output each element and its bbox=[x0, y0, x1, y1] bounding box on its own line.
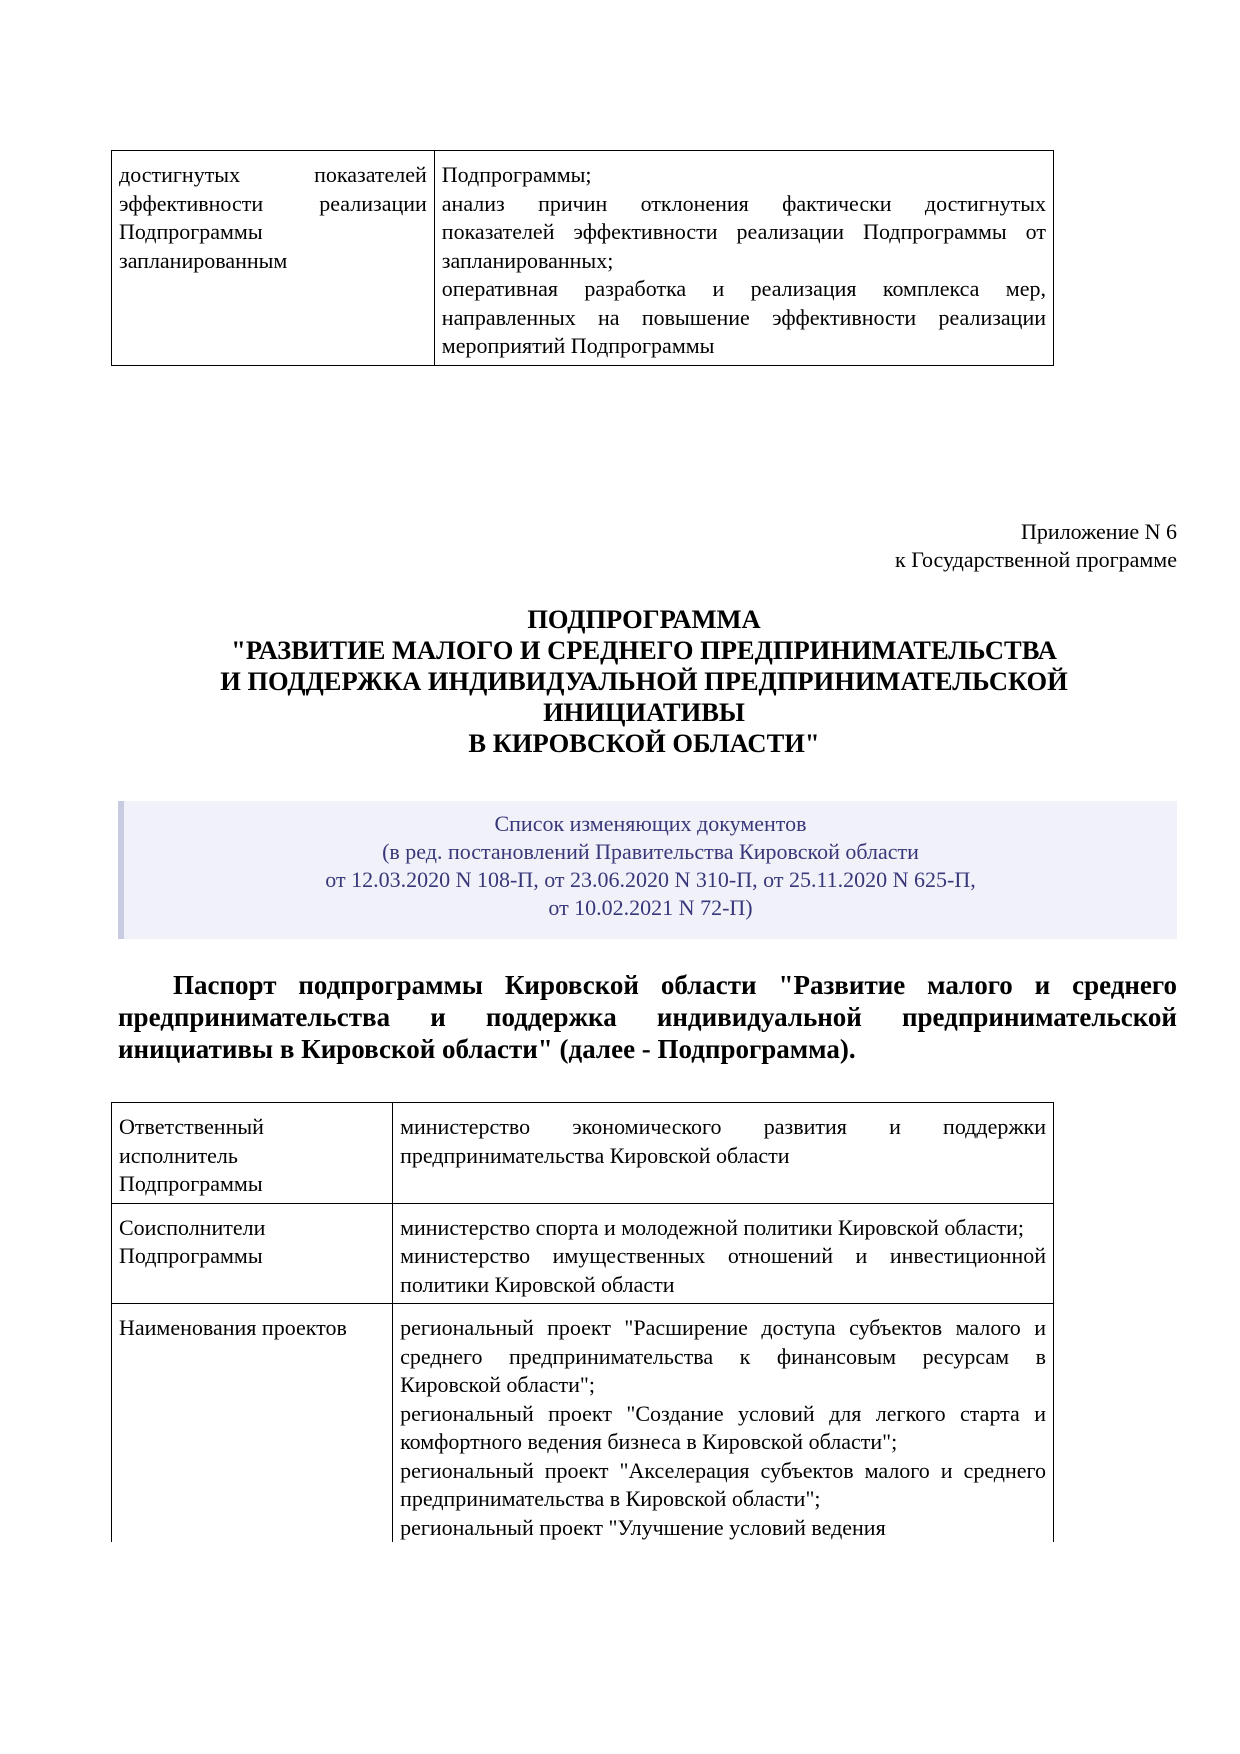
changes-line: от 12.03.2020 N 108-П, от 23.06.2020 N 310-П, от 25.11.2020 N 625-П, bbox=[325, 867, 976, 892]
cell-text: министерство спорта и молодежной политики Кировской области; bbox=[400, 1214, 1024, 1240]
cell-text: региональный проект "Улучшение условий ведения bbox=[400, 1514, 886, 1540]
appendix-note bbox=[895, 518, 1177, 574]
cell-text: министерство имущественных отношений и инвестиционной политики Кировской области bbox=[400, 1243, 1046, 1297]
cell-text: анализ причин отклонения фактически достигнутых показателей эффективности реализации Подпрограммы от запланированных; bbox=[441, 190, 1046, 273]
table-row bbox=[112, 151, 1054, 366]
title-line: ИНИЦИАТИВЫ bbox=[543, 697, 745, 727]
cell-text: региональный проект "Расширение доступа субъектов малого и среднего предпринимательства к финансовым ресурсам в Кировской области"; bbox=[400, 1315, 1046, 1397]
cell-spacer bbox=[400, 1170, 1046, 1199]
row-label: Наименования проектов bbox=[112, 1304, 393, 1543]
continuation-table bbox=[111, 150, 1054, 366]
table-cell-right bbox=[434, 151, 1053, 366]
row-value bbox=[393, 1203, 1054, 1304]
changes-line: Список изменяющих документов bbox=[494, 811, 807, 836]
table-row bbox=[112, 1304, 1054, 1543]
passport-table bbox=[111, 1102, 1054, 1542]
title-line: В КИРОВСКОЙ ОБЛАСТИ" bbox=[468, 728, 820, 758]
appendix-line: Приложение N 6 bbox=[1021, 519, 1177, 544]
cell-text: Подпрограммы; bbox=[441, 162, 592, 187]
cell-text: региональный проект "Создание условий для легкого старта и комфортного ведения бизнеса в Кировской области"; bbox=[400, 1400, 1046, 1454]
appendix-line: к Государственной программе bbox=[895, 547, 1177, 572]
table-cell-left bbox=[112, 151, 435, 366]
changing-documents-box bbox=[118, 801, 1177, 939]
row-label: Соисполнители Подпрограммы bbox=[112, 1203, 393, 1304]
title-line: ПОДПРОГРАММА bbox=[527, 604, 761, 634]
cell-text: министерство экономического развития и поддержки предпринимательства Кировской области bbox=[400, 1114, 1046, 1168]
cell-text: оперативная разработка и реализация комплекса мер, направленных на повышение эффективности реализации мероприятий Подпрограммы bbox=[441, 276, 1046, 358]
row-value bbox=[393, 1103, 1054, 1204]
page-title bbox=[111, 604, 1177, 759]
table-row bbox=[112, 1203, 1054, 1304]
row-label: Ответственный исполнитель Подпрограммы bbox=[112, 1103, 393, 1204]
title-line: И ПОДДЕРЖКА ИНДИВИДУАЛЬНОЙ ПРЕДПРИНИМАТЕЛЬСКОЙ bbox=[220, 666, 1068, 696]
changes-line: (в ред. постановлений Правительства Кировской области bbox=[382, 839, 919, 864]
changes-line: от 10.02.2021 N 72-П) bbox=[548, 895, 753, 920]
cell-text: достигнутых показателей эффективности реализации Подпрограммы запланированным bbox=[119, 162, 427, 273]
cell-text: региональный проект "Акселерация субъектов малого и среднего предпринимательства в Кировской области"; bbox=[400, 1457, 1046, 1511]
passport-heading: Паспорт подпрограммы Кировской области "Развитие малого и среднего предпринимательства и поддержка индивидуальной предпринимательской инициативы в Кировской области" (далее - Подпрограмма). bbox=[118, 970, 1177, 1064]
row-value bbox=[393, 1304, 1054, 1543]
table-row bbox=[112, 1103, 1054, 1204]
title-line: "РАЗВИТИЕ МАЛОГО И СРЕДНЕГО ПРЕДПРИНИМАТЕЛЬСТВА bbox=[231, 635, 1057, 665]
